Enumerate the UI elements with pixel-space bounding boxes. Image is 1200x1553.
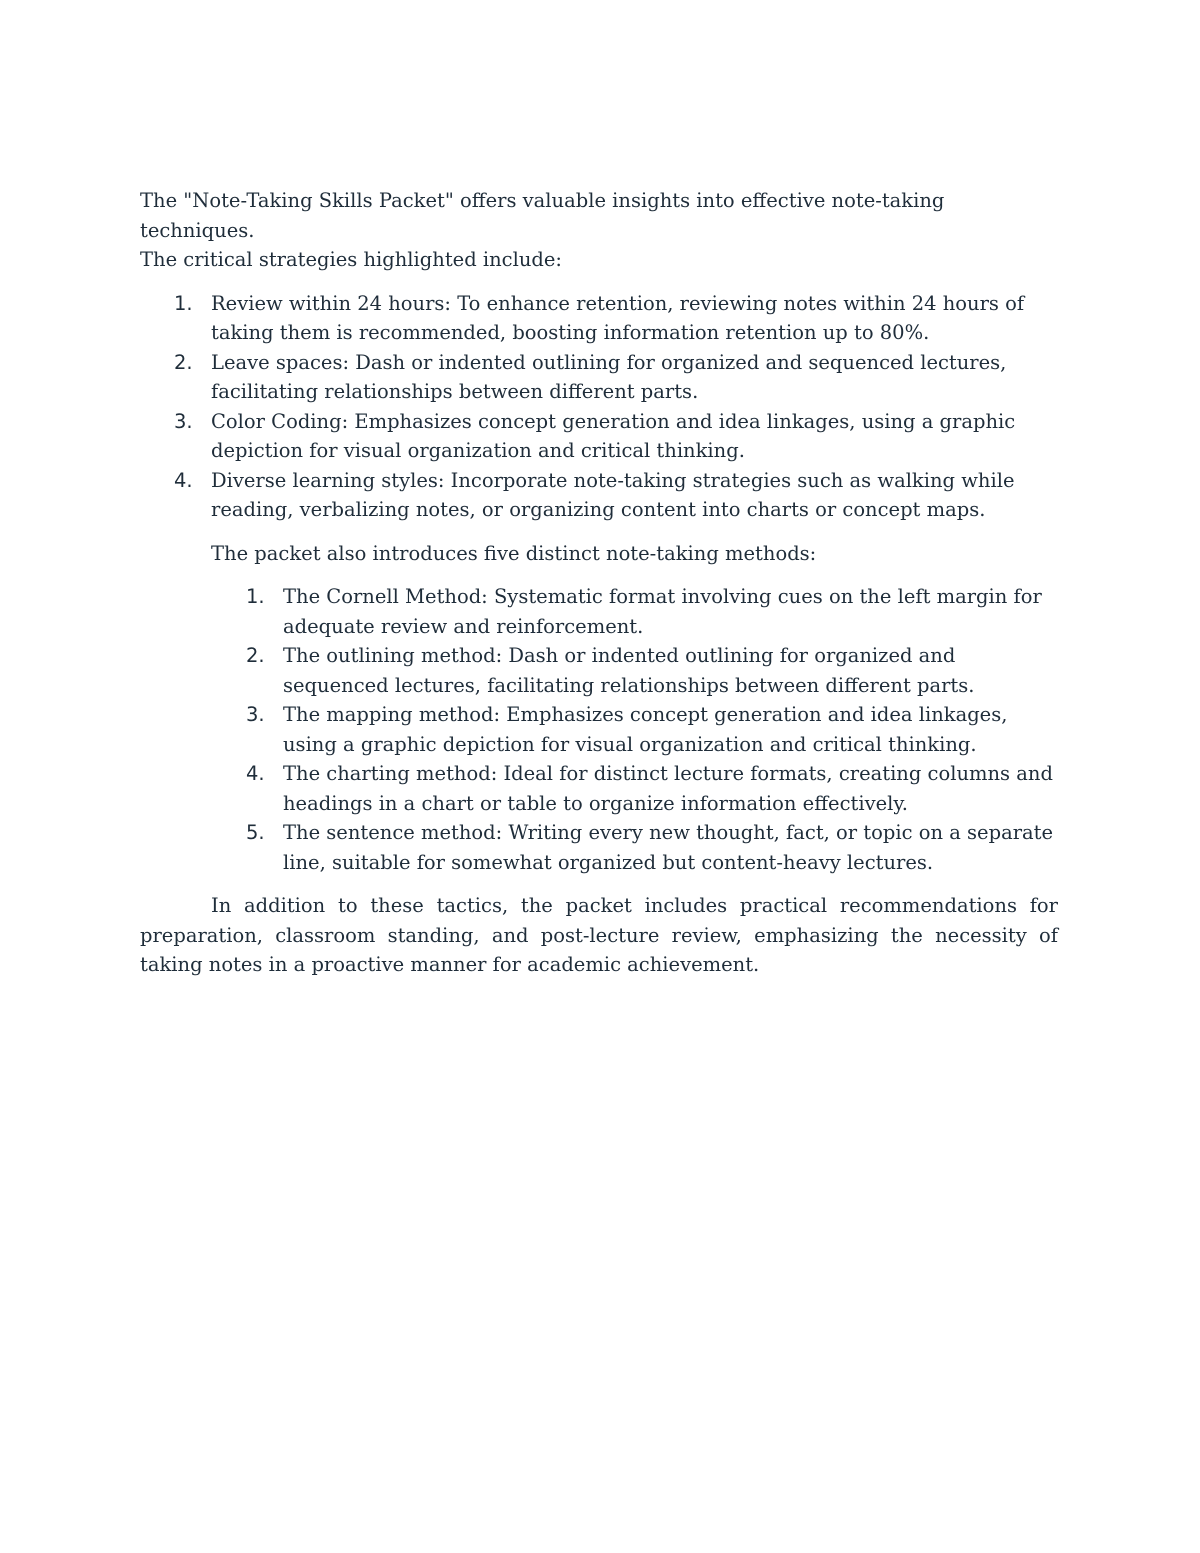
methods-list [246, 582, 1060, 877]
list-item-text: The charting method: Ideal for distinct lecture formats, creating columns and headings in a chart or table to organize information effectively. [283, 762, 1053, 815]
list-item [246, 582, 1060, 641]
closing-paragraph: In addition to these tactics, the packet includes practical recommendations for preparation, classroom standing, and post-lecture review, emphasizing the necessity of taking notes in a proactive manner for academic achievement. [140, 894, 1058, 976]
list-number: 2. [246, 644, 265, 667]
strategies-list [174, 289, 1060, 525]
intro-line-1: The "Note-Taking Skills Packet" offers valuable insights into effective note-taking techniques. [140, 189, 945, 242]
list-item [174, 289, 1060, 348]
intro-paragraph [140, 186, 1060, 275]
methods-heading: The packet also introduces five distinct note-taking methods: [211, 541, 817, 565]
list-item-text: Review within 24 hours: To enhance retention, reviewing notes within 24 hours of taking them is recommended, boosting information retention up to 80%. [211, 291, 1025, 344]
intro-line-2: The critical strategies highlighted include: [140, 248, 562, 271]
list-item [246, 818, 1060, 877]
list-item-text: Color Coding: Emphasizes concept generation and idea linkages, using a graphic depiction for visual organization and critical thinking. [211, 409, 1016, 462]
list-number: 3. [246, 703, 265, 726]
list-item-text: Diverse learning styles: Incorporate note-taking strategies such as walking while reading, verbalizing notes, or organizing content into charts or concept maps. [211, 468, 1015, 521]
list-number: 1. [174, 291, 193, 315]
list-item [174, 466, 1060, 525]
list-item [246, 700, 1060, 759]
list-number: 4. [246, 762, 265, 785]
list-item [174, 407, 1060, 466]
list-number: 2. [174, 350, 193, 374]
list-item-text: The mapping method: Emphasizes concept generation and idea linkages, using a graphic depiction for visual organization and critical thinking. [283, 703, 1008, 756]
list-item-text: The Cornell Method: Systematic format involving cues on the left margin for adequate review and reinforcement. [283, 585, 1042, 638]
list-number: 5. [246, 821, 265, 844]
list-item [246, 641, 1060, 700]
list-item [174, 348, 1060, 407]
list-item-text: The sentence method: Writing every new thought, fact, or topic on a separate line, suitable for somewhat organized but content-heavy lectures. [283, 821, 1054, 874]
list-number: 4. [174, 468, 193, 492]
list-item [246, 759, 1060, 818]
document-body [140, 186, 1060, 980]
list-item-text: Leave spaces: Dash or indented outlining for organized and sequenced lectures, facilitating relationships between different parts. [211, 350, 1007, 403]
list-number: 3. [174, 409, 193, 433]
list-number: 1. [246, 585, 265, 608]
list-item-text: The outlining method: Dash or indented outlining for organized and sequenced lectures, facilitating relationships between different parts. [283, 644, 975, 697]
